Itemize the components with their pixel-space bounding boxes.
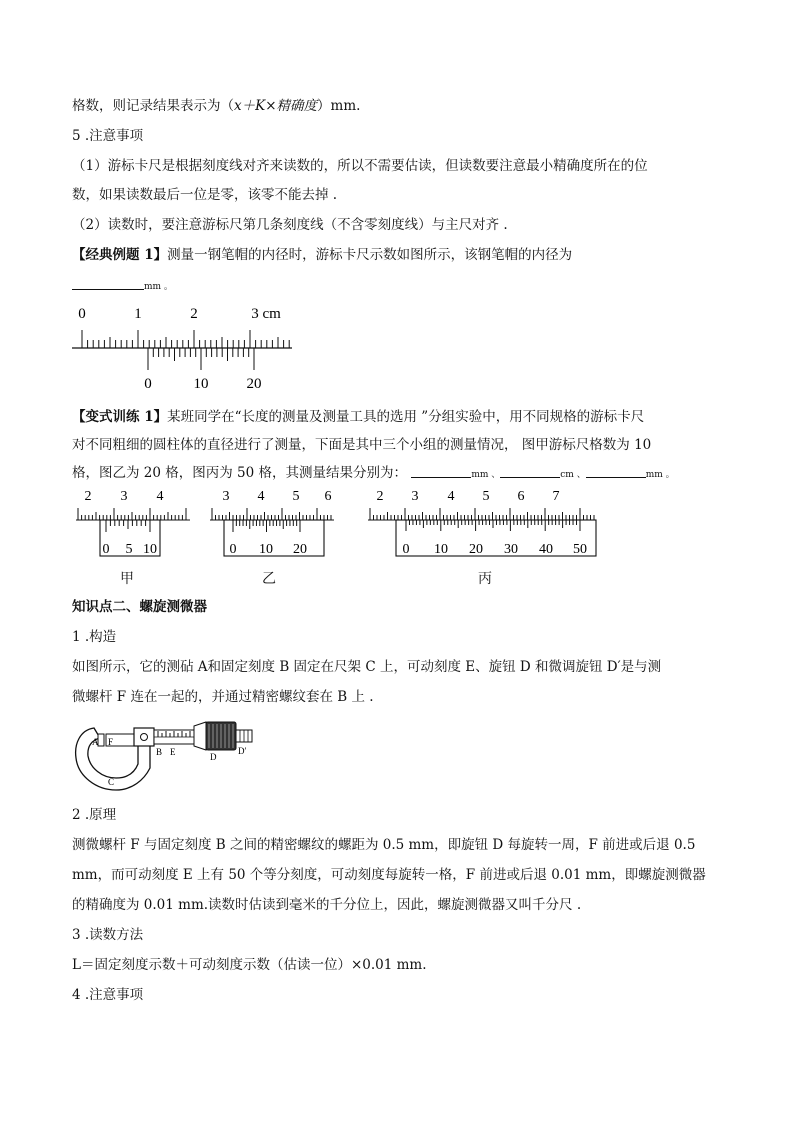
vernier-figure-jia: [74, 486, 194, 566]
main-label: 6: [517, 489, 525, 504]
principle-line-1: 测微螺杆 F 与固定刻度 B 之间的精密螺纹的螺距为 0.5 mm，即旋钮 D 每旋转一周，F 前进或后退 0.5: [72, 837, 696, 853]
vernier-label: 10: [434, 542, 448, 557]
main-label: 1: [134, 306, 142, 322]
main-label: 2: [190, 306, 198, 322]
main-label: 0: [78, 306, 86, 322]
label-E: E: [170, 747, 176, 757]
main-scale-ticks: [82, 330, 289, 348]
caption-yi: 乙: [262, 571, 276, 587]
variation-1-line-c: 格，图乙为 20 格，图丙为 50 格，其测量结果分别为： mm 、 cm 、 mm 。: [72, 465, 675, 481]
main-label: 3: [411, 489, 419, 504]
label-B: B: [156, 747, 163, 757]
knowledge-point-2-title: 知识点二、螺旋测微器: [72, 599, 207, 615]
answer-blank-bing: [586, 465, 646, 478]
vernier-figure-bing: [366, 486, 600, 566]
structure-title: 1 .构造: [72, 629, 117, 645]
caption-jia: 甲: [120, 571, 134, 587]
vernier-label: 5: [125, 542, 133, 557]
answer-blank-yi: [500, 465, 560, 478]
example-1-label: 【经典例题 1】: [72, 247, 168, 263]
label-F: F: [108, 737, 114, 747]
section-5-title: 5 .注意事项: [72, 128, 144, 144]
vernier-label: 0: [144, 376, 152, 392]
variation-1-label: 【变式训练 1】: [72, 409, 168, 425]
micrometer-figure: [72, 712, 262, 794]
vernier-label: 0: [102, 542, 110, 557]
vernier-figure-ex1: [70, 300, 300, 395]
label-C: C: [108, 777, 115, 787]
example-1-line: 【经典例题 1】测量一钢笔帽的内径时，游标卡尺示数如图所示，该钢笔帽的内径为: [72, 247, 573, 263]
main-label: 4: [257, 489, 265, 504]
principle-line-3: 的精确度为 0.01 mm.读数时估读到毫米的千分位上，因此，螺旋测微器又叫千分尺 .: [72, 897, 582, 913]
note-2: （2）读数时，要注意游标尺第几条刻度线（不含零刻度线）与主尺对齐 .: [72, 217, 508, 233]
principle-line-2: mm，而可动刻度 E 上有 50 个等分刻度，可动刻度每旋转一格，F 前进或后退 0.01 mm，即螺旋测微器: [72, 867, 706, 883]
principle-title: 2 .原理: [72, 807, 117, 823]
main-label: 4: [156, 489, 164, 504]
vernier-label: 20: [293, 542, 307, 557]
example-1-answer: mm 。: [72, 276, 173, 296]
note-1a: （1）游标卡尺是根据刻度线对齐来读数的，所以不需要估读，但读数要注意最小精确度所在的位: [72, 158, 648, 174]
vernier-label: 10: [143, 542, 157, 557]
vernier-label: 0: [229, 542, 237, 557]
answer-blank-jia: [411, 465, 471, 478]
main-label: 5: [482, 489, 490, 504]
vernier-label: 20: [246, 376, 262, 392]
main-label: 6: [324, 489, 332, 504]
vernier-label: 10: [259, 542, 273, 557]
structure-line-1: 如图所示，它的测砧 A和固定刻度 B 固定在尺架 C 上，可动刻度 E、旋钮 D 和微调旋钮 D′是与测: [72, 659, 662, 675]
structure-line-2: 微螺杆 F 连在一起的，并通过精密螺纹套在 B 上 .: [72, 689, 374, 705]
main-label: 3 cm: [251, 306, 281, 322]
label-D: D: [210, 752, 217, 762]
label-A: A: [92, 737, 99, 747]
notes-title: 4 .注意事项: [72, 987, 144, 1003]
main-label: 4: [447, 489, 455, 504]
reading-formula: L＝固定刻度示数＋可动刻度示数（估读一位）×0.01 mm.: [72, 957, 427, 973]
main-label: 3: [222, 489, 230, 504]
vernier-label: 30: [504, 542, 518, 557]
vernier-label: 0: [402, 542, 410, 557]
vernier-label: 40: [539, 542, 553, 557]
formula-line: 格数，则记录结果表示为（x＋K×精确度）mm.: [72, 98, 361, 114]
vernier-label: 10: [193, 376, 209, 392]
vernier-label: 50: [573, 542, 587, 557]
reading-title: 3 .读数方法: [72, 927, 144, 943]
vernier-label: 20: [469, 542, 483, 557]
answer-blank: [72, 277, 144, 290]
variation-1-line-a: 【变式训练 1】某班同学在“长度的测量及测量工具的选用 ”分组实验中，用不同规格的游标卡尺: [72, 409, 645, 425]
caption-bing: 丙: [478, 571, 492, 587]
main-label: 2: [376, 489, 384, 504]
main-label: 3: [120, 489, 128, 504]
note-1b: 数，如果读数最后一位是零，该零不能去掉 .: [72, 187, 338, 203]
main-label: 5: [292, 489, 300, 504]
main-label: 7: [552, 489, 560, 504]
vernier-scale-ticks: [148, 348, 254, 370]
variation-1-line-b: 对不同粗细的圆柱体的直径进行了测量，下面是其中三个小组的测量情况， 图甲游标尺格数为 10: [72, 437, 652, 453]
vernier-figure-yi: [208, 486, 338, 566]
label-D-prime: D′: [238, 746, 247, 756]
main-label: 2: [84, 489, 92, 504]
